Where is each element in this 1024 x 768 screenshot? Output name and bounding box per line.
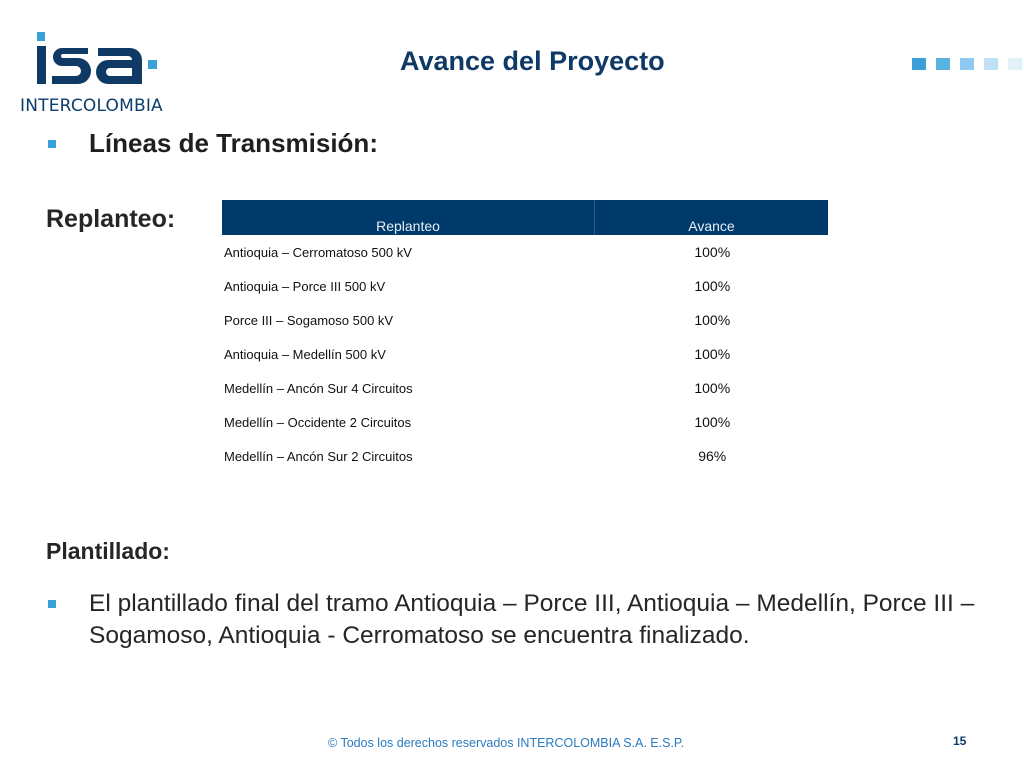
tramo-cell: Medellín – Ancón Sur 2 Circuitos	[224, 448, 413, 464]
plantillado-label: Plantillado:	[46, 538, 170, 564]
footer-copyright: © Todos los derechos reservados INTERCOLOMBIA S.A. E.S.P.	[328, 736, 685, 750]
replanteo-label: Replanteo:	[46, 205, 176, 233]
avance-cell: 100%	[694, 244, 731, 260]
table-row	[222, 371, 828, 405]
avance-cell: 100%	[694, 278, 731, 294]
avance-cell: 100%	[694, 414, 731, 430]
column-header-replanteo: Replanteo	[222, 200, 595, 235]
decor-square	[984, 58, 998, 70]
table-row	[222, 235, 828, 269]
table-row	[222, 439, 828, 473]
tramo-cell: Medellín – Occidente 2 Circuitos	[224, 414, 412, 430]
bullet-icon	[48, 600, 56, 608]
table-row	[222, 269, 828, 303]
avance-cell: 100%	[694, 380, 731, 396]
column-header-avance: Avance	[595, 200, 829, 235]
plantillado-paragraph: El plantillado final del tramo Antioquia – Porce III, Antioquia – Medellín, Porce III – Sogamoso, Antioquia - Cerromatoso se encuentra finalizado.	[89, 590, 975, 649]
tramo-cell: Antioquia – Porce III 500 kV	[224, 278, 386, 294]
decor-square	[936, 58, 950, 70]
isa-logo-icon	[36, 30, 186, 94]
section-heading: Líneas de Transmisión:	[89, 128, 378, 158]
decorative-squares	[912, 58, 1022, 70]
decor-square	[960, 58, 974, 70]
decor-square	[1008, 58, 1022, 70]
tramo-cell: Antioquia – Cerromatoso 500 kV	[224, 244, 412, 260]
table-row	[222, 303, 828, 337]
page-number: 15	[953, 734, 967, 748]
company-logo	[20, 28, 180, 120]
tramo-cell: Medellín – Ancón Sur 4 Circuitos	[224, 380, 413, 396]
avance-cell: 96%	[698, 448, 727, 464]
table-row	[222, 337, 828, 371]
page-title: Avance del Proyecto	[400, 46, 665, 76]
logo-subtitle: INTERCOLOMBIA	[20, 96, 163, 116]
bullet-icon	[48, 140, 56, 148]
avance-cell: 100%	[694, 346, 731, 362]
tramo-cell: Porce III – Sogamoso 500 kV	[224, 312, 394, 328]
avance-cell: 100%	[694, 312, 731, 328]
table-row	[222, 405, 828, 439]
table-header-row	[222, 200, 828, 235]
decor-square	[912, 58, 926, 70]
tramo-cell: Antioquia – Medellín 500 kV	[224, 346, 386, 362]
replanteo-table	[222, 200, 828, 473]
